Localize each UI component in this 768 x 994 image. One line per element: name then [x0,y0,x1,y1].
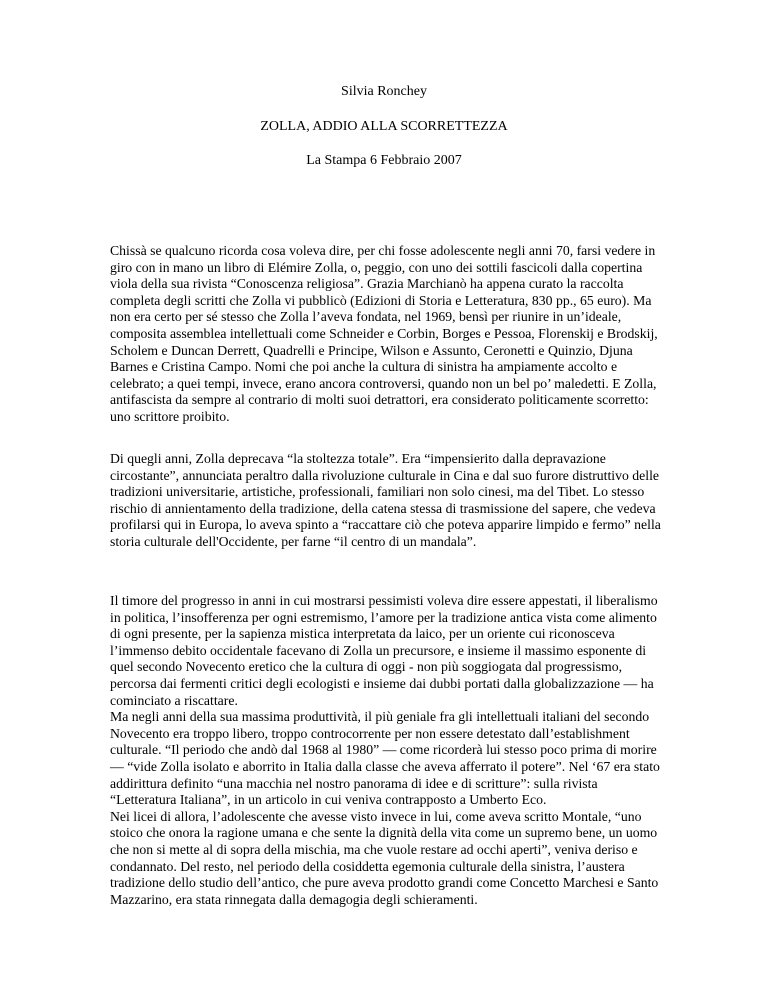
paragraph-line: tradizioni universitarie, artistiche, professionali, familiari non solo cinesi, ma del Tibet. Lo stesso [110,484,645,500]
paragraph-line: rischio di annientamento della tradizione, della catena stessa di trasmissione del sapere, che vedeva [110,500,656,516]
author-name: Silvia Ronchey [341,84,427,99]
paragraph-line: Ma negli anni della sua massima produttività, il più geniale fra gli intellettuali italiani del secondo [110,709,650,725]
paragraph-line: Il timore del progresso in anni in cui mostrarsi pessimisti voleva dire essere appestati, il liberalismo [110,593,658,608]
paragraph [110,593,670,908]
article-source: La Stampa 6 Febbraio 2007 [306,153,462,168]
paragraph-line: profilarsi qui in Europa, lo aveva spinto a “raccattare ciò che poteva apparire limpido e fermo” nella [110,517,661,533]
paragraph-line: completa degli scritti che Zolla vi pubblicò (Edizioni di Storia e Letteratura, 830 pp., 65 euro). Ma [110,292,652,308]
paragraph-line: celebrato; a quei tempi, invece, erano ancora controversi, quando non un bel po’ maledetti. E Zolla, [110,375,657,391]
paragraph-line: Di quegli anni, Zolla deprecava “la stoltezza totale”. Era “impensierito dalla depravazione [110,451,606,466]
paragraph-line: — “vide Zolla isolato e aborrito in Italia dalla classe che aveva afferrato il potere”. Nel ‘67 era stato [110,758,660,774]
paragraph-line: in politica, l’insofferenza per ogni estremismo, l’amore per la tradizione antica vista come alimento [110,609,657,625]
paragraph-line: composita assemblea intellettuali come Schneider e Corbin, Borges e Pessoa, Florenskij e Brodskij, [110,325,658,341]
article-title: ZOLLA, ADDIO ALLA SCORRETTEZZA [260,119,508,134]
paragraph-line: stoico che onora la ragione umana e che sente la dignità della vita come un supremo bene, un uomo [110,825,658,841]
paragraph-line: che non si mette al di sopra della mischia, ma che vuole restare ad occhi aperti”, veniva deriso e [110,841,638,857]
paragraph-line: Barnes e Cristina Campo. Nomi che poi anche la cultura di sinistra ha ampiamente accolto e [110,359,618,375]
paragraph-line: giro con in mano un libro di Elémire Zolla, o, peggio, con uno dei sottili fascicoli dalla copertina [110,259,643,275]
paragraph-line: addirittura definito “una macchia nel nostro panorama di idee e di scritture”: sulla rivista [110,775,598,791]
paragraph-line: storia culturale dell'Occidente, per farne “il centro di un mandala”. [110,533,477,549]
paragraph-line: circostante”, annunciata peraltro dalla rivoluzione culturale in Cina e dal suo furore distruttivo delle [110,467,660,483]
paragraph-line: di ogni presente, per la sapienza mistica interpretata da laico, per un oriente cui riconosceva [110,626,615,642]
paragraph-line: “Letteratura Italiana”, in un articolo in cui veniva contrapposto a Umberto Eco. [110,792,547,808]
paragraph-line: uno scrittore proibito. [110,408,230,424]
paragraph-line: viola della sua rivista “Conoscenza religiosa”. Grazia Marchianò ha appena curato la raccolta [110,276,624,292]
paragraph-line: cominciato a riscattare. [110,692,238,708]
paragraph-line: Novecento era troppo libero, troppo controcorrente per non essere detestato dall’establishment [110,725,630,741]
paragraph-line: Chissà se qualcuno ricorda cosa voleva dire, per chi fosse adolescente negli anni 70, farsi vedere in [110,243,656,258]
paragraph [110,451,670,551]
paragraph-line: Mazzarino, era stata rinnegata dalla demagogia degli schieramenti. [110,891,478,907]
paragraph-line: antifascista da sempre al contrario di molti suoi detrattori, era considerato politicamente scorretto: [110,392,649,408]
paragraph-line: l’immenso debito occidentale facevano di Zolla un precursore, e insieme il massimo esponente di [110,642,647,658]
paragraph-line: Scholem e Duncan Derrett, Quadrelli e Principe, Wilson e Assunto, Ceronetti e Quinzio, Djuna [110,342,633,358]
paragraph-line: quel secondo Novecento eretico che la cultura di oggi - non più soggiogata dal progressismo, [110,659,623,675]
paragraph-line: tradizione dello studio dell’antico, che pure aveva prodotto grandi come Concetto Marchesi e Santo [110,875,659,891]
paragraph-line: percorsa dai fermenti critici degli ecologisti e insieme dai dubbi portati dalla globalizzazione — ha [110,675,654,691]
paragraph-line: condannato. Del resto, nel periodo della cosiddetta egemonia culturale della sinistra, l’austera [110,858,625,874]
paragraph-line: non era certo per sé stesso che Zolla l’aveva fondata, nel 1969, bensì per riunire in un’ideale, [110,309,622,325]
paragraph [110,243,670,426]
paragraph-line: culturale. “Il periodo che andò dal 1968 al 1980” — come ricorderà lui stesso poco prima di morire [110,742,657,758]
paragraph-line: Nei licei di allora, l’adolescente che avesse visto invece in lui, come aveva scritto Montale, “uno [110,808,642,824]
